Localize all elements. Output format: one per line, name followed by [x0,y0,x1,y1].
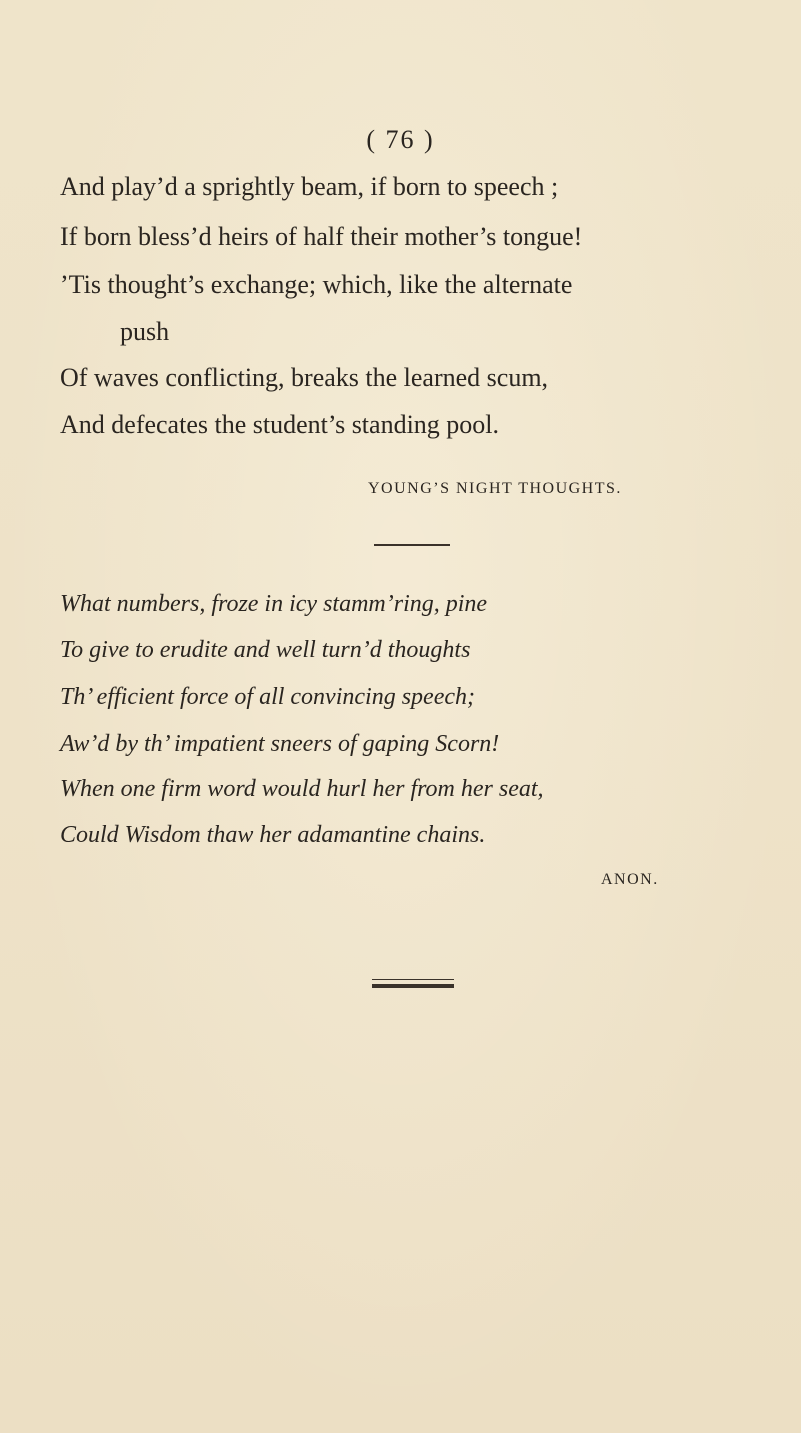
verse-line: To give to erudite and well turn’d thoughts [60,637,471,663]
section-divider [374,544,450,546]
verse-line: If born bless’d heirs of half their mother’s tongue! [60,222,583,251]
page-number: ( 76 ) [366,125,435,154]
verse-line: And play’d a sprightly beam, if born to speech ; [60,172,559,201]
verse-line: And defecates the student’s standing pool. [60,410,500,439]
verse-line: Could Wisdom thaw her adamantine chains. [60,822,486,848]
verse-line: Th’ efficient force of all convincing speech; [60,684,475,710]
attribution-young: YOUNG’S NIGHT THOUGHTS. [368,480,622,497]
end-rule-thick [372,984,454,988]
verse-line: Aw’d by th’ impatient sneers of gaping Scorn! [60,731,500,757]
verse-line: Of waves conflicting, breaks the learned scum, [60,363,549,392]
verse-line: When one firm word would hurl her from her seat, [60,776,544,802]
verse-line: What numbers, froze in icy stamm’ring, pine [60,591,488,617]
attribution-anon: ANON. [601,871,659,888]
end-rule-thin [372,979,454,980]
verse-line: ’Tis thought’s exchange; which, like the alternate [60,270,573,299]
verse-line-continuation: push [120,317,170,346]
